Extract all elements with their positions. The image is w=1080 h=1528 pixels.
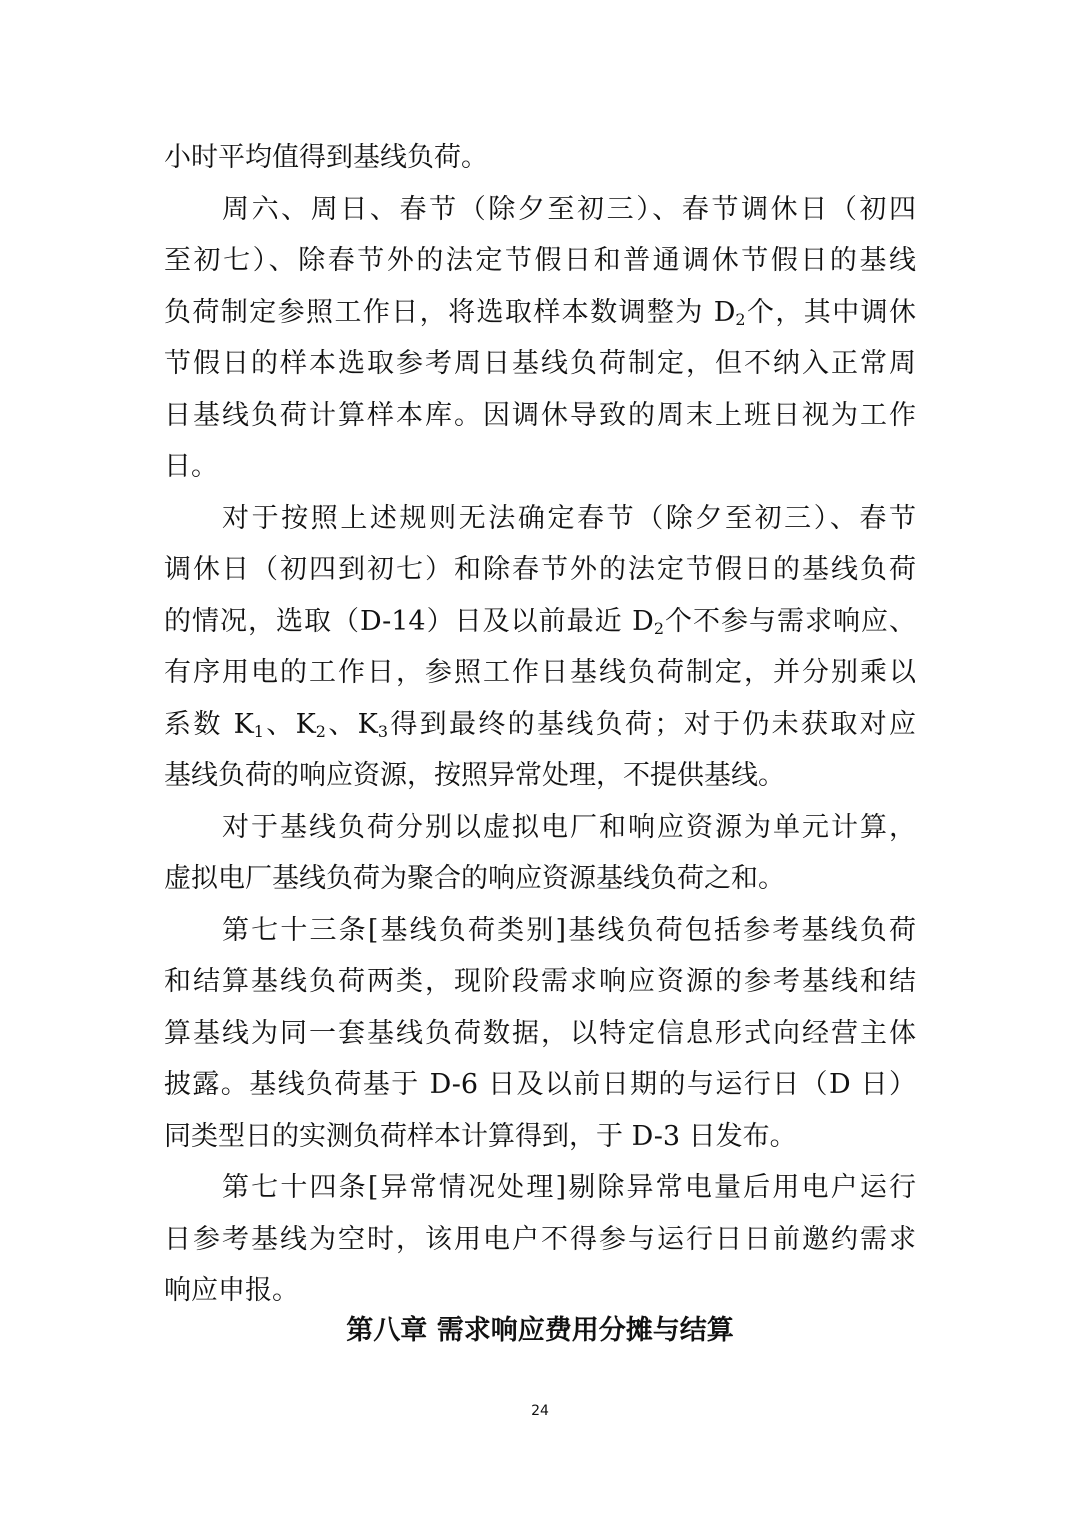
- text-segment: 系数 K: [164, 708, 254, 740]
- text-segment: 得到最终的基线负荷；对于仍未获取对应: [388, 708, 917, 740]
- text-line: [164, 235, 916, 287]
- page-number: 24: [531, 1403, 549, 1419]
- text-line: [164, 1214, 916, 1266]
- subscript: 2: [315, 721, 326, 741]
- text-line: [164, 853, 916, 905]
- text-line: [164, 1162, 916, 1214]
- text-segment: 日基线负荷计算样本库。因调休导致的周末上班日视为工作: [164, 399, 916, 431]
- text-segment: 基线负荷的响应资源，按照异常处理，不提供基线。: [164, 760, 785, 791]
- text-line: [164, 596, 916, 648]
- text-segment: 调休日（初四到初七）和除春节外的法定节假日的基线负荷: [164, 554, 916, 585]
- text-segment: 对于按照上述规则无法确定春节（除夕至初三）、春节: [222, 502, 916, 534]
- text-line: [164, 390, 916, 442]
- text-segment: 至初七）、除春节外的法定节假日和普通调休节假日的基线: [164, 245, 916, 276]
- text-line: [164, 802, 916, 854]
- text-segment: 对于基线负荷分别以虚拟电厂和响应资源为单元计算，: [222, 811, 916, 843]
- subscript: 2: [735, 309, 746, 329]
- text-line: [164, 184, 916, 236]
- text-line: [164, 493, 916, 545]
- text-line: [164, 544, 916, 596]
- text-line: [164, 647, 916, 699]
- text-segment: 个，其中调休: [745, 296, 917, 328]
- text-segment: 小时平均值得到基线负荷。: [164, 142, 488, 173]
- text-segment: 第七十三条[基线负荷类别]基线负荷包括参考基线负荷: [222, 914, 916, 946]
- text-segment: 、K: [325, 708, 378, 740]
- text-segment: 第七十四条[异常情况处理]剔除异常电量后用电户运行: [222, 1172, 916, 1203]
- text-segment: 算基线为同一套基线负荷数据，以特定信息形式向经营主体: [164, 1017, 916, 1049]
- text-segment: 和结算基线负荷两类，现阶段需求响应资源的参考基线和结: [164, 966, 916, 997]
- text-segment: 披露。基线负荷基于 D-6 日及以前日期的与运行日（D 日）: [164, 1069, 916, 1100]
- text-line: [164, 750, 916, 802]
- text-line: [164, 699, 916, 751]
- text-segment: 周六、周日、春节（除夕至初三）、春节调休日（初四: [222, 193, 916, 225]
- text-segment: 节假日的样本选取参考周日基线负荷制定，但不纳入正常周: [164, 348, 916, 379]
- text-line: [164, 956, 916, 1008]
- text-segment: 、K: [263, 708, 316, 740]
- text-line: [164, 287, 916, 339]
- subscript: 2: [653, 618, 665, 638]
- text-line: [164, 132, 916, 184]
- text-line: [164, 441, 916, 493]
- chapter-heading: 第八章 需求响应费用分摊与结算: [346, 1315, 734, 1346]
- text-segment: 日参考基线为空时，该用电户不得参与运行日日前邀约需求: [164, 1223, 916, 1255]
- text-line: [164, 1111, 916, 1163]
- text-segment: 的情况，选取（D-14）日及以前最近 D: [164, 605, 654, 637]
- text-line: [164, 1059, 916, 1111]
- text-segment: 同类型日的实测负荷样本计算得到，于 D-3 日发布。: [164, 1120, 797, 1152]
- text-line: [164, 338, 916, 390]
- subscript: 3: [377, 721, 389, 741]
- text-segment: 虚拟电厂基线负荷为聚合的响应资源基线负荷之和。: [164, 863, 785, 894]
- text-segment: 日。: [164, 451, 218, 482]
- text-line: [164, 905, 916, 957]
- text-line: [164, 1008, 916, 1060]
- subscript: 1: [253, 721, 264, 741]
- text-segment: 有序用电的工作日，参照工作日基线负荷制定，并分别乘以: [164, 657, 916, 688]
- text-segment: 负荷制定参照工作日，将选取样本数调整为 D: [164, 296, 736, 328]
- text-segment: 响应申报。: [164, 1275, 299, 1306]
- text-segment: 个不参与需求响应、: [664, 605, 916, 637]
- document-body: [164, 132, 916, 1317]
